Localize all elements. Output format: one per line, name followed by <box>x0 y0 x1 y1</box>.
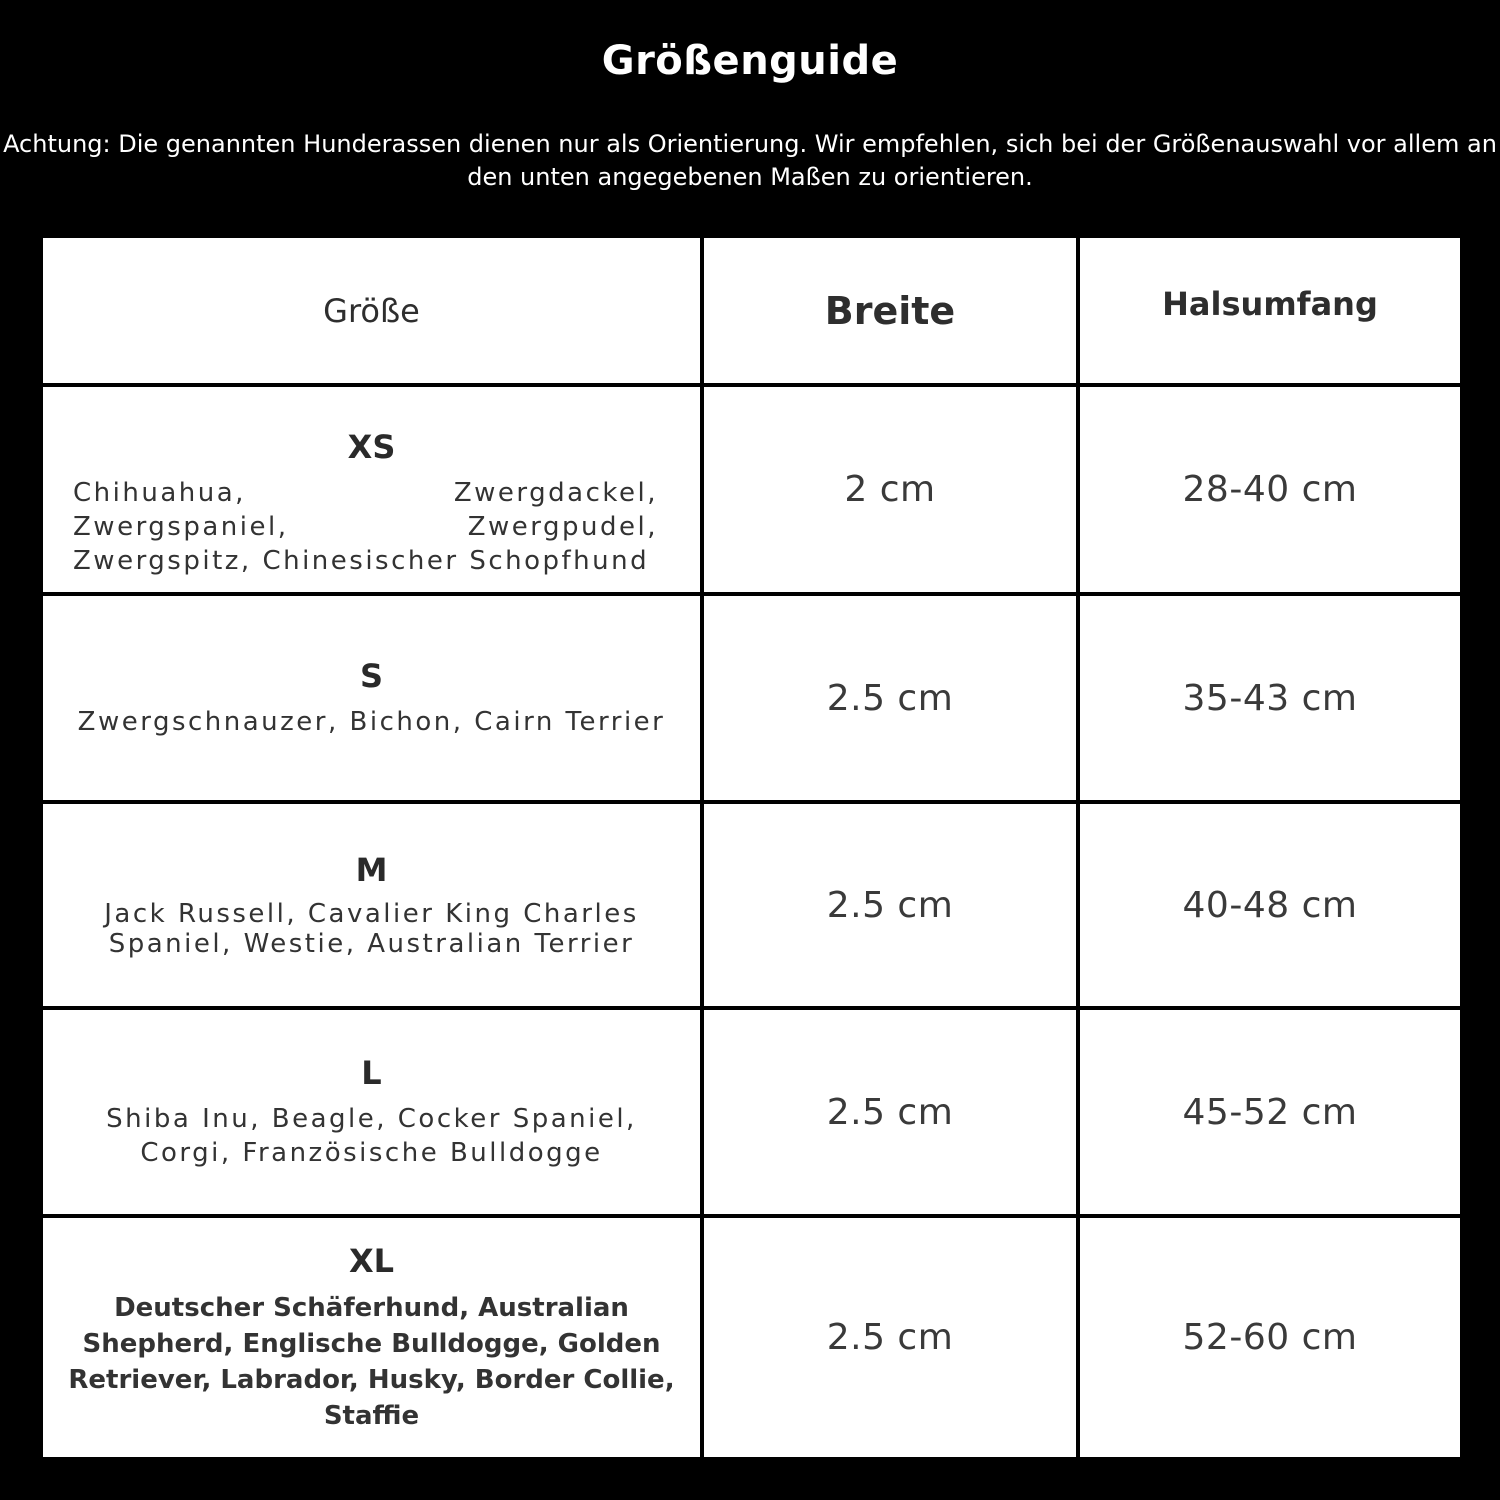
width-value: 2.5 cm <box>704 1010 1076 1214</box>
size-code: XL <box>348 1241 395 1280</box>
header-width: Breite <box>704 238 1076 383</box>
page-title: Größenguide <box>601 38 899 84</box>
width-value: 2.5 cm <box>704 1218 1076 1457</box>
size-cell-l <box>43 1010 700 1214</box>
size-code: S <box>359 657 384 695</box>
header-size: Größe <box>43 238 700 383</box>
neck-value: 40-48 cm <box>1080 804 1460 1006</box>
width-value: 2.5 cm <box>704 804 1076 1006</box>
breed-list: Chihuahua, Zwergdackel, Zwergspaniel, Zwergpudel, Zwergspitz, Chinesischer Schopfhund <box>73 477 658 576</box>
width-value: 2.5 cm <box>704 596 1076 800</box>
size-cell-xs <box>43 387 700 592</box>
header-neck: Halsumfang <box>1080 238 1460 383</box>
neck-value: 35-43 cm <box>1080 596 1460 800</box>
notice-text: Achtung: Die genannten Hunderassen dienen nur als Orientierung. Wir empfehlen, sich bei der Größenauswahl vor allem an den unten angegebenen Maßen zu orientieren. <box>3 130 1497 191</box>
size-cell-xl <box>43 1218 700 1457</box>
width-value: 2 cm <box>704 387 1076 592</box>
breed-list: Zwergschnauzer, Bichon, Cairn Terrier <box>77 707 666 737</box>
breed-list: Jack Russell, Cavalier King Charles Spaniel, Westie, Australian Terrier <box>104 899 639 959</box>
size-code: L <box>361 1054 382 1092</box>
size-code: M <box>355 851 388 889</box>
neck-value: 45-52 cm <box>1080 1010 1460 1214</box>
size-cell-m <box>43 804 700 1006</box>
neck-value: 28-40 cm <box>1080 387 1460 592</box>
breed-list: Shiba Inu, Beagle, Cocker Spaniel, Corgi, Französische Bulldogge <box>106 1104 637 1168</box>
size-cell-s <box>43 596 700 800</box>
size-code: XS <box>347 427 396 466</box>
neck-value: 52-60 cm <box>1080 1218 1460 1457</box>
size-table <box>43 238 1462 1460</box>
breed-list: Deutscher Schäferhund, Australian Shepherd, Englische Bulldogge, Golden Retriever, Labrador, Husky, Border Collie, Staffie <box>68 1292 675 1431</box>
